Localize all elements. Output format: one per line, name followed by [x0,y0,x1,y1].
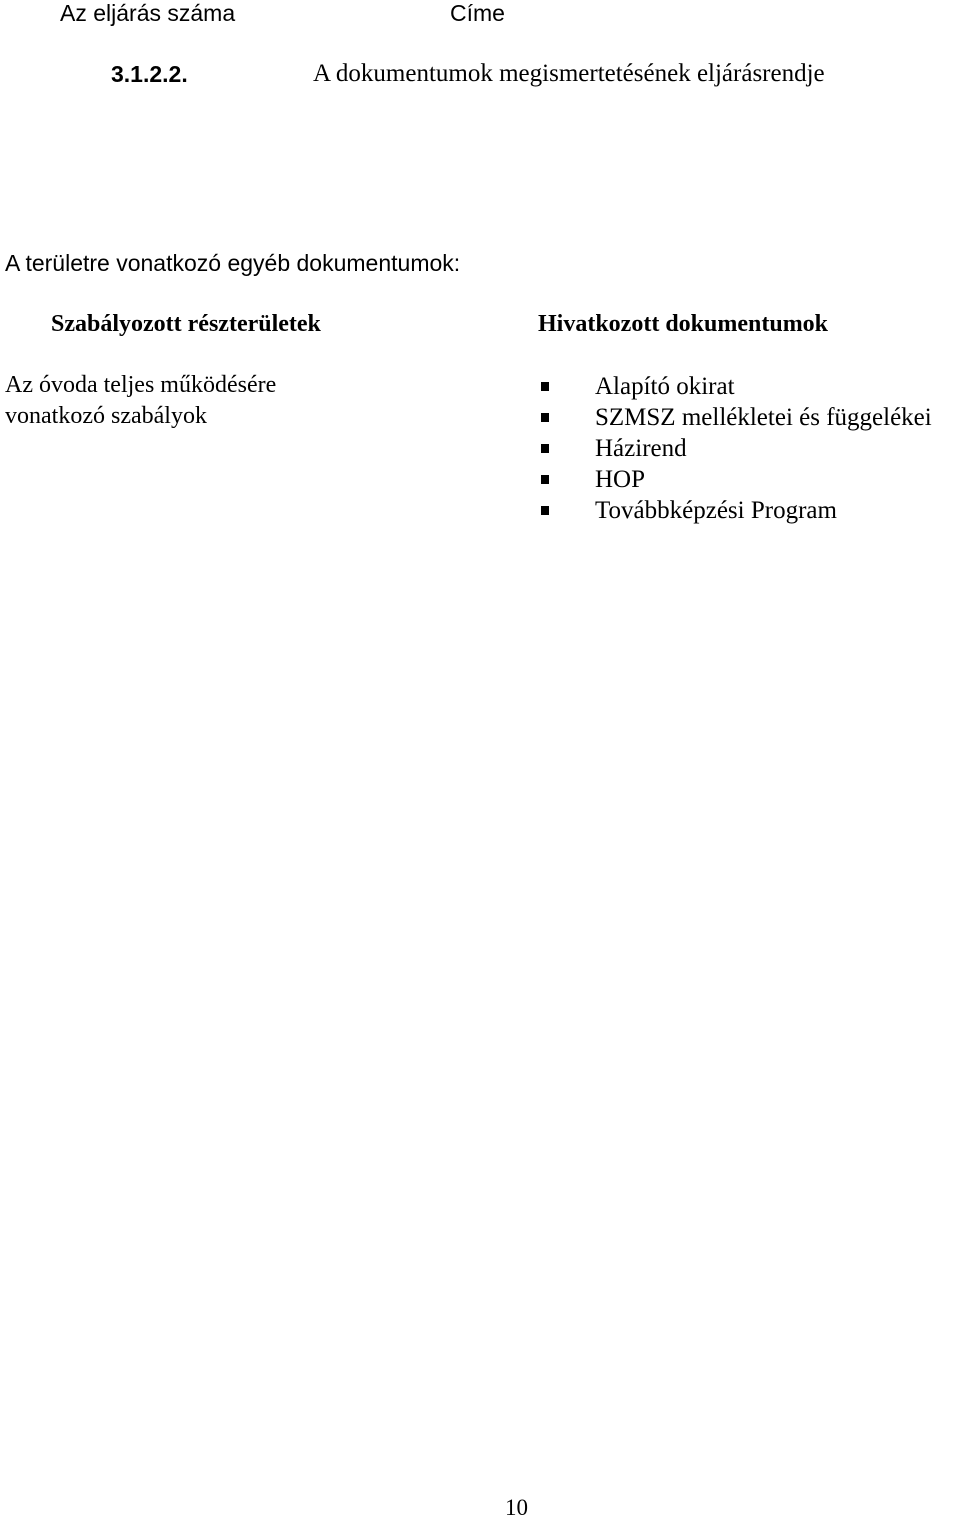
regulated-area-line-1: Az óvoda teljes működésére [5,372,277,398]
document-name: SZMSZ mellékletei és függelékei [595,404,932,431]
regulated-areas-header: Szabályozott részterületek [51,311,321,337]
regulated-area-text [5,370,276,432]
referenced-documents-header: Hivatkozott dokumentumok [538,311,829,337]
list-item [541,402,932,433]
page-number: 10 [505,1495,528,1520]
document-name: HOP [595,466,646,493]
regulated-area-line-2: vonatkozó szabályok [5,403,207,429]
procedure-number-label: Az eljárás száma [60,0,236,26]
list-item [541,371,932,402]
square-bullet-icon [541,475,549,484]
list-item [541,464,932,495]
list-item [541,433,932,464]
procedure-number: 3.1.2.2. [111,61,188,87]
square-bullet-icon [541,506,549,515]
document-name: Alapító okirat [595,373,735,400]
square-bullet-icon [541,382,549,391]
procedure-title: A dokumentumok megismertetésének eljárásrendje [313,60,825,87]
list-item [541,495,932,526]
square-bullet-icon [541,444,549,453]
document-name: Továbbképzési Program [595,497,837,524]
document-name: Házirend [595,435,687,462]
square-bullet-icon [541,413,549,422]
procedure-title-label: Címe [450,0,505,26]
section-heading: A területre vonatkozó egyéb dokumentumok: [5,250,461,276]
referenced-documents-list [541,371,932,526]
